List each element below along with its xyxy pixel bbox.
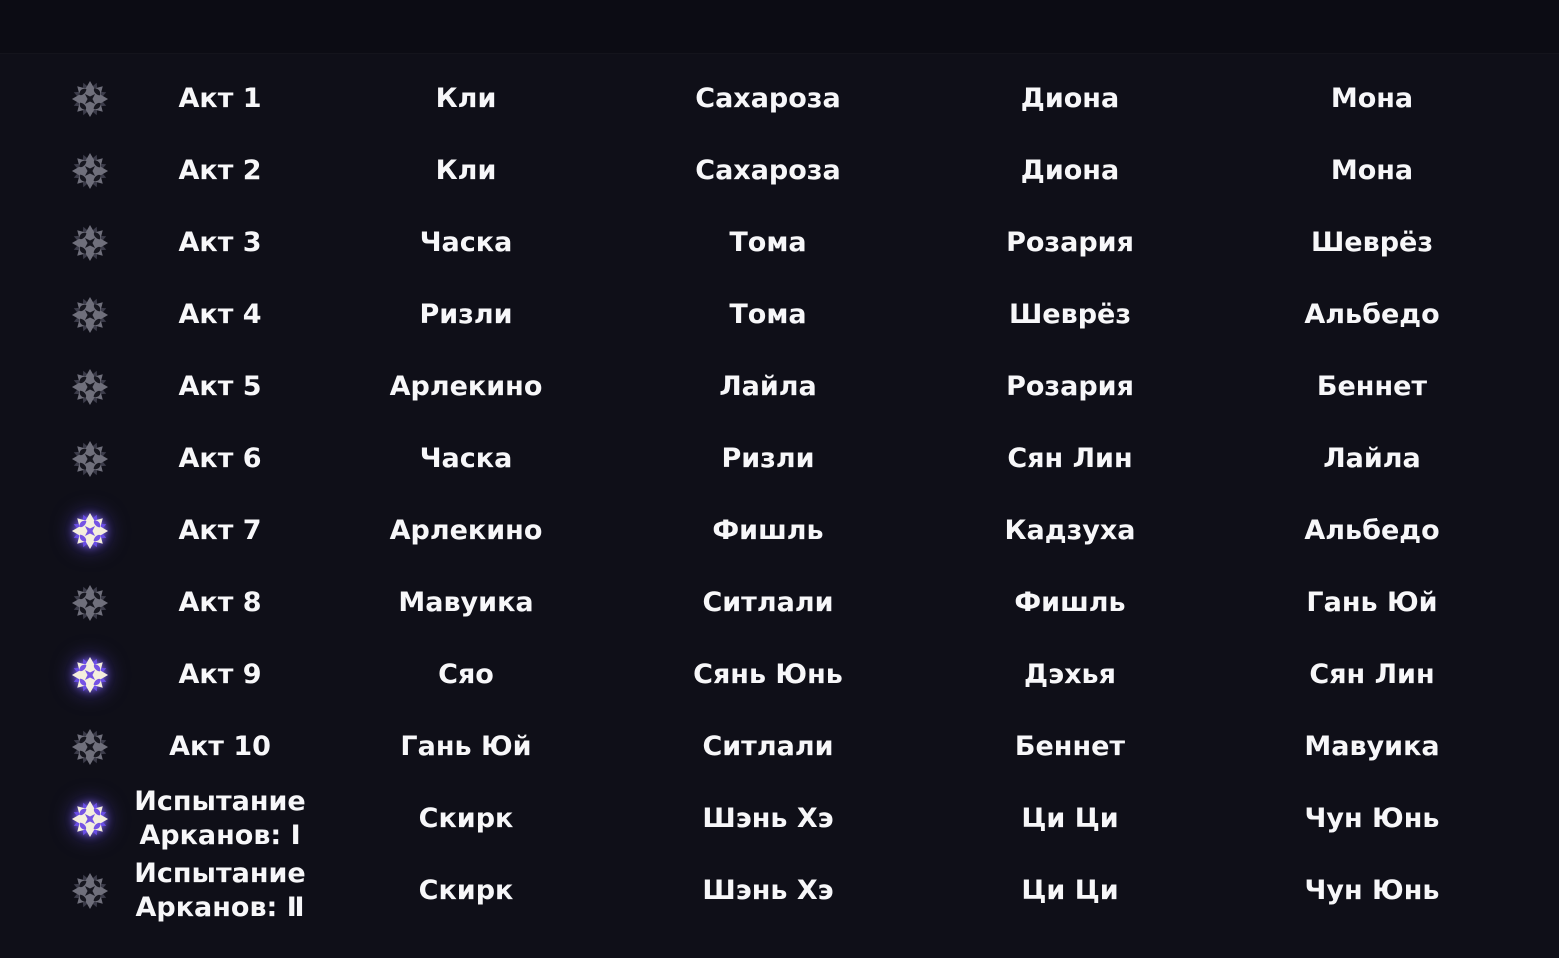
character-name: Диона [1020,155,1120,186]
table-row [0,855,1559,927]
act-label: Акт 4 [178,299,262,330]
character-name: Ситлали [702,731,834,762]
act-label: Акт 10 [169,731,271,762]
achievement-star-icon [71,368,109,406]
achievement-star-icon [71,728,109,766]
character-name: Шеврёз [1008,299,1132,330]
character-name: Альбедо [1304,299,1440,330]
act-label: Акт 6 [178,443,262,474]
character-name: Фишль [712,515,824,546]
character-name: Кли [435,155,497,186]
table-row [0,783,1559,855]
character-name: Ситлали [702,587,834,618]
act-label: Акт 9 [178,659,262,690]
character-name: Арлекино [389,515,543,546]
act-status-cell [55,80,125,118]
achievement-star-icon [71,800,109,838]
table-row [0,279,1559,351]
achievement-star-icon [71,296,109,334]
character-name: Сян Лин [1309,659,1435,690]
act-status-cell [55,368,125,406]
achievement-star-icon [71,512,109,550]
act-status-cell [55,656,125,694]
character-name: Мона [1330,155,1414,186]
character-name: Тома [729,227,807,258]
character-name: Сянь Юнь [693,659,843,690]
character-name: Лайла [1323,443,1421,474]
character-name: Ризли [721,443,815,474]
achievement-star-icon [71,656,109,694]
top-strip [0,0,1559,54]
act-label: Акт 8 [178,587,262,618]
act-label: Акт 7 [178,515,262,546]
character-name: Чун Юнь [1304,803,1440,834]
character-name: Альбедо [1304,515,1440,546]
character-name: Сян Лин [1007,443,1133,474]
act-status-cell [55,584,125,622]
character-name: Фишль [1014,587,1126,618]
character-name: Мавуика [398,587,534,618]
table-row [0,495,1559,567]
character-name: Шэнь Хэ [702,803,834,834]
achievement-star-icon [71,152,109,190]
character-name: Сахароза [695,155,841,186]
character-name: Сяо [438,659,494,690]
character-name: Шэнь Хэ [702,875,834,906]
table-row [0,351,1559,423]
act-status-cell [55,152,125,190]
character-name: Сахароза [695,83,841,114]
act-status-cell [55,512,125,550]
acts-table [0,54,1559,927]
character-name: Розария [1006,227,1134,258]
act-label: Испытание Арканов: Ⅰ [134,786,306,851]
character-name: Ци Ци [1021,875,1119,906]
table-row [0,711,1559,783]
character-name: Тома [729,299,807,330]
act-label: Акт 3 [178,227,262,258]
table-row [0,207,1559,279]
character-name: Шеврёз [1310,227,1434,258]
act-status-cell [55,728,125,766]
table-row [0,135,1559,207]
character-name: Диона [1020,83,1120,114]
character-name: Лайла [719,371,817,402]
character-name: Скирк [418,875,514,906]
achievement-star-icon [71,80,109,118]
act-status-cell [55,440,125,478]
character-name: Дэхья [1024,659,1116,690]
achievement-star-icon [71,440,109,478]
achievement-star-icon [71,224,109,262]
character-name: Чун Юнь [1304,875,1440,906]
character-name: Гань Юй [400,731,532,762]
character-name: Мона [1330,83,1414,114]
table-row [0,639,1559,711]
character-name: Ризли [419,299,513,330]
table-row [0,567,1559,639]
act-status-cell [55,224,125,262]
character-name: Кадзуха [1004,515,1136,546]
character-name: Ци Ци [1021,803,1119,834]
achievement-star-icon [71,584,109,622]
act-label: Испытание Арканов: Ⅱ [134,858,306,923]
character-name: Мавуика [1304,731,1440,762]
act-label: Акт 2 [178,155,262,186]
character-name: Розария [1006,371,1134,402]
character-name: Кли [435,83,497,114]
table-row [0,63,1559,135]
act-label: Акт 1 [178,83,262,114]
character-name: Скирк [418,803,514,834]
act-status-cell [55,872,125,910]
character-name: Арлекино [389,371,543,402]
act-status-cell [55,296,125,334]
character-name: Гань Юй [1306,587,1438,618]
act-status-cell [55,800,125,838]
character-name: Часка [419,227,513,258]
character-name: Часка [419,443,513,474]
act-label: Акт 5 [178,371,262,402]
table-row [0,423,1559,495]
character-name: Беннет [1014,731,1126,762]
achievement-star-icon [71,872,109,910]
character-name: Беннет [1316,371,1428,402]
